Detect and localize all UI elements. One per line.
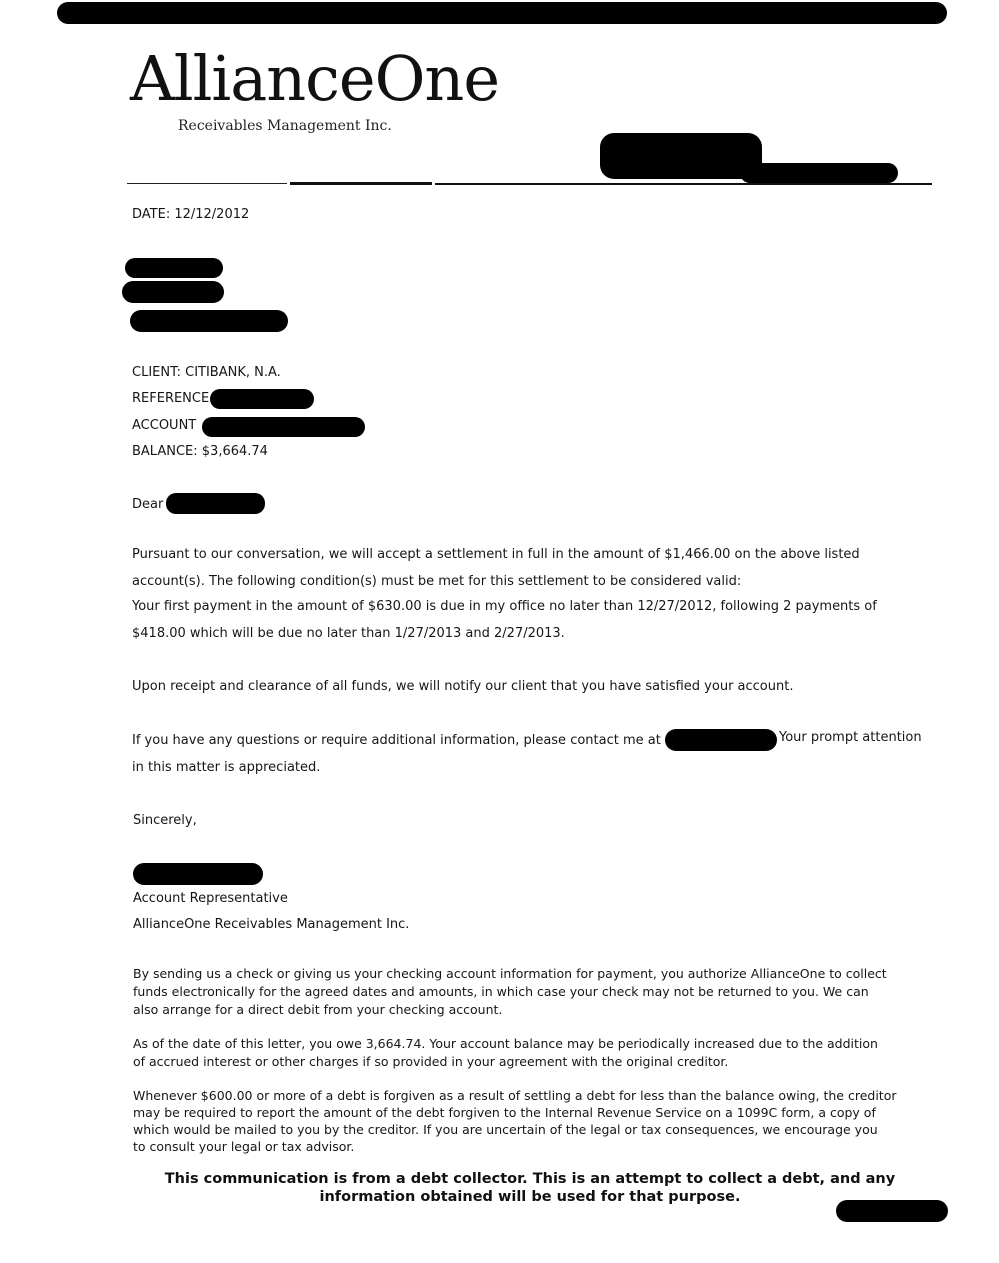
debt-collector-notice bbox=[140, 1170, 920, 1206]
notification-paragraph: Upon receipt and clearance of all funds, we will notify our client that you have satisfied your account. bbox=[132, 679, 794, 694]
header-rule-right bbox=[435, 183, 932, 185]
reference-label: REFERENCE bbox=[132, 391, 210, 406]
salutation: Dear bbox=[132, 497, 164, 512]
redaction-salutation-name bbox=[166, 493, 265, 514]
signer-company: AllianceOne Receivables Management Inc. bbox=[133, 917, 410, 932]
redaction-footer-id bbox=[836, 1200, 948, 1222]
redaction-reference-number bbox=[210, 389, 314, 409]
closing: Sincerely, bbox=[133, 813, 197, 828]
disclosure-balance-line: of accrued interest or other charges if so provided in your agreement with the original creditor. bbox=[133, 1054, 729, 1069]
redaction-letterhead-address bbox=[600, 133, 762, 179]
redaction-recipient-city bbox=[130, 310, 288, 332]
disclosure-balance-line: As of the date of this letter, you owe 3,664.74. Your account balance may be periodically increased due to the addition bbox=[133, 1036, 878, 1051]
settlement-paragraph-line: Your first payment in the amount of $630.00 is due in my office no later than 12/27/2012, following 2 payments of bbox=[132, 599, 877, 614]
disclosure-tax-line: to consult your legal or tax advisor. bbox=[133, 1139, 355, 1154]
redaction-signature bbox=[133, 863, 263, 885]
settlement-paragraph-line: Pursuant to our conversation, we will accept a settlement in full in the amount of $1,466.00 on the above listed bbox=[132, 547, 860, 562]
balance-line: BALANCE: $3,664.74 bbox=[132, 444, 268, 459]
account-label: ACCOUNT bbox=[132, 418, 197, 433]
redaction-account-number bbox=[202, 417, 365, 437]
contact-paragraph-line: Your prompt attention bbox=[779, 730, 922, 745]
redaction-recipient-street bbox=[122, 281, 224, 303]
contact-paragraph-line: in this matter is appreciated. bbox=[132, 760, 321, 775]
disclosure-tax-line: may be required to report the amount of the debt forgiven to the Internal Revenue Service on a 1099C form, a copy of bbox=[133, 1105, 876, 1120]
disclosure-ach-line: funds electronically for the agreed dates and amounts, in which case your check may not be returned to you. We can bbox=[133, 984, 869, 999]
redaction-bar-top bbox=[57, 2, 947, 24]
disclosure-tax-line: which would be mailed to you by the creditor. If you are uncertain of the legal or tax consequences, we encourage you bbox=[133, 1122, 878, 1137]
company-logo-subtitle: Receivables Management Inc. bbox=[178, 118, 392, 134]
disclosure-ach-line: By sending us a check or giving us your checking account information for payment, you authorize AllianceOne to collect bbox=[133, 966, 887, 981]
settlement-paragraph-line: $418.00 which will be due no later than 1/27/2013 and 2/27/2013. bbox=[132, 626, 565, 641]
company-logo: AllianceOne bbox=[130, 42, 500, 115]
header-rule bbox=[127, 183, 287, 184]
debt-collector-notice-line: information obtained will be used for that purpose. bbox=[319, 1189, 741, 1205]
signer-title: Account Representative bbox=[133, 891, 288, 906]
contact-paragraph-line: If you have any questions or require additional information, please contact me at bbox=[132, 733, 661, 748]
client-line: CLIENT: CITIBANK, N.A. bbox=[132, 365, 281, 380]
redaction-recipient-name bbox=[125, 258, 223, 278]
disclosure-ach-line: also arrange for a direct debit from your checking account. bbox=[133, 1002, 503, 1017]
redaction-contact-phone bbox=[665, 729, 777, 751]
redaction-letterhead-address-tail bbox=[740, 163, 898, 183]
settlement-paragraph-line: account(s). The following condition(s) must be met for this settlement to be considered valid: bbox=[132, 574, 742, 589]
letter-date: DATE: 12/12/2012 bbox=[132, 207, 250, 222]
debt-collector-notice-line: This communication is from a debt collector. This is an attempt to collect a debt, and any bbox=[164, 1171, 896, 1187]
header-rule-thick bbox=[290, 182, 432, 185]
disclosure-tax-line: Whenever $600.00 or more of a debt is forgiven as a result of settling a debt for less than the balance owing, the creditor bbox=[133, 1088, 897, 1103]
